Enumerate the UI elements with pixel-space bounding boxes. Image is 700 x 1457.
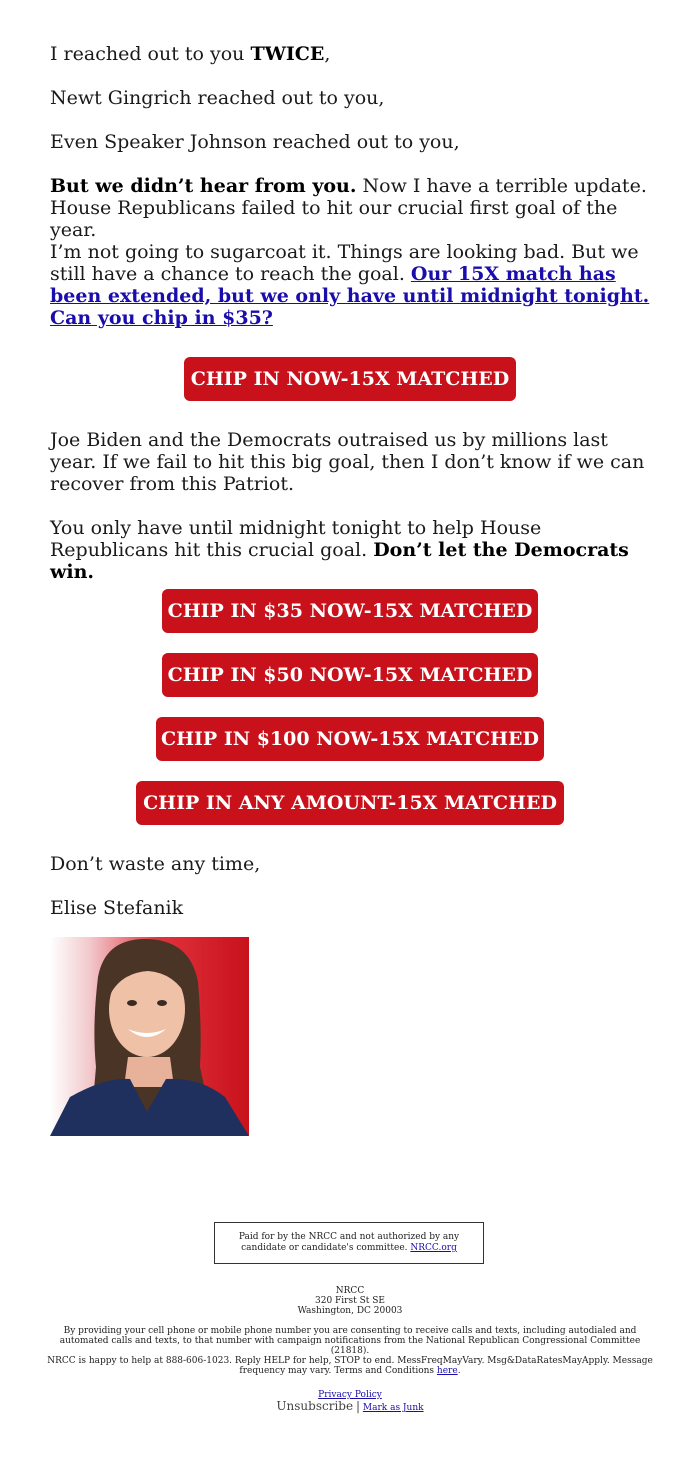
help-text — [40, 1356, 660, 1376]
chip-in-35-button[interactable]: CHIP IN $35 NOW-15X MATCHED — [162, 589, 538, 633]
chip-in-link[interactable]: Our 15X match has been extended, but we only have until midnight tonight. Can you chip in $35? — [50, 263, 650, 329]
terms-here-link[interactable]: here — [436, 1366, 458, 1376]
paragraph-newt: Newt Gingrich reached out to you, — [50, 87, 385, 109]
paragraph-sugarcoat — [50, 241, 655, 329]
paragraph-reached-twice — [50, 43, 655, 65]
text: I reached out to you — [50, 43, 251, 65]
portrait-illustration — [50, 937, 249, 1136]
unsubscribe-line — [40, 1401, 660, 1413]
portrait-photo — [50, 937, 249, 1136]
closing-line: Don’t waste any time, — [50, 853, 261, 875]
text: You only have until midnight tonight to help House Republicans hit this crucial goal. — [50, 517, 542, 561]
privacy-policy-link[interactable]: Privacy Policy — [318, 1390, 382, 1400]
bold-text: Don’t let the Democrats win. — [50, 539, 629, 583]
text: . — [457, 1366, 461, 1376]
paid-for-box — [214, 1222, 484, 1264]
signature-name: Elise Stefanik — [50, 897, 184, 919]
paragraph-midnight — [50, 517, 655, 583]
address-line-1: 320 First St SE — [315, 1296, 385, 1306]
text: , — [324, 43, 331, 65]
nrcc-org-link[interactable]: NRCC.org — [410, 1243, 457, 1253]
chip-in-100-button[interactable]: CHIP IN $100 NOW-15X MATCHED — [156, 717, 544, 761]
bold-text: But we didn’t hear from you. — [50, 175, 357, 197]
paragraph-speaker: Even Speaker Johnson reached out to you, — [50, 131, 460, 153]
mark-as-junk-link[interactable]: Mark as Junk — [362, 1403, 424, 1413]
text: Now I have a terrible update. House Republicans failed to hit our crucial first goal of the year. — [50, 175, 647, 241]
paragraph-biden: Joe Biden and the Democrats outraised us by millions last year. If we fail to hit this big goal, then I don’t know if we can recover from this Patriot. — [50, 429, 645, 495]
text: I’m not going to sugarcoat it. Things are looking bad. But we still have a chance to reach the goal. — [50, 241, 639, 285]
chip-in-50-button[interactable]: CHIP IN $50 NOW-15X MATCHED — [162, 653, 538, 697]
consent-text: By providing your cell phone or mobile phone number you are consenting to receive calls and texts, including autodialed and automated calls and texts, to that number with campaign notifications from the National Republican Congressional Committee (21818). — [59, 1326, 641, 1356]
chip-in-now-button[interactable]: CHIP IN NOW-15X MATCHED — [184, 357, 516, 401]
paragraph-update — [50, 175, 655, 241]
org-name: NRCC — [335, 1286, 365, 1296]
text: NRCC is happy to help at 888-606-1023. Reply HELP for help, STOP to end. MessFreqMayVary. Msg&DataRatesMayApply. Message frequency may vary. Terms and Conditions — [47, 1356, 653, 1376]
bold-text: TWICE — [250, 43, 325, 65]
address-line-2: Washington, DC 20003 — [297, 1306, 403, 1316]
unsubscribe-link[interactable]: Unsubscribe — [276, 1399, 354, 1413]
chip-in-any-amount-button[interactable]: CHIP IN ANY AMOUNT-15X MATCHED — [136, 781, 564, 825]
paid-for-text: Paid for by the NRCC and not authorized by any candidate or candidate's committee. — [238, 1232, 460, 1253]
separator: | — [355, 1399, 360, 1413]
